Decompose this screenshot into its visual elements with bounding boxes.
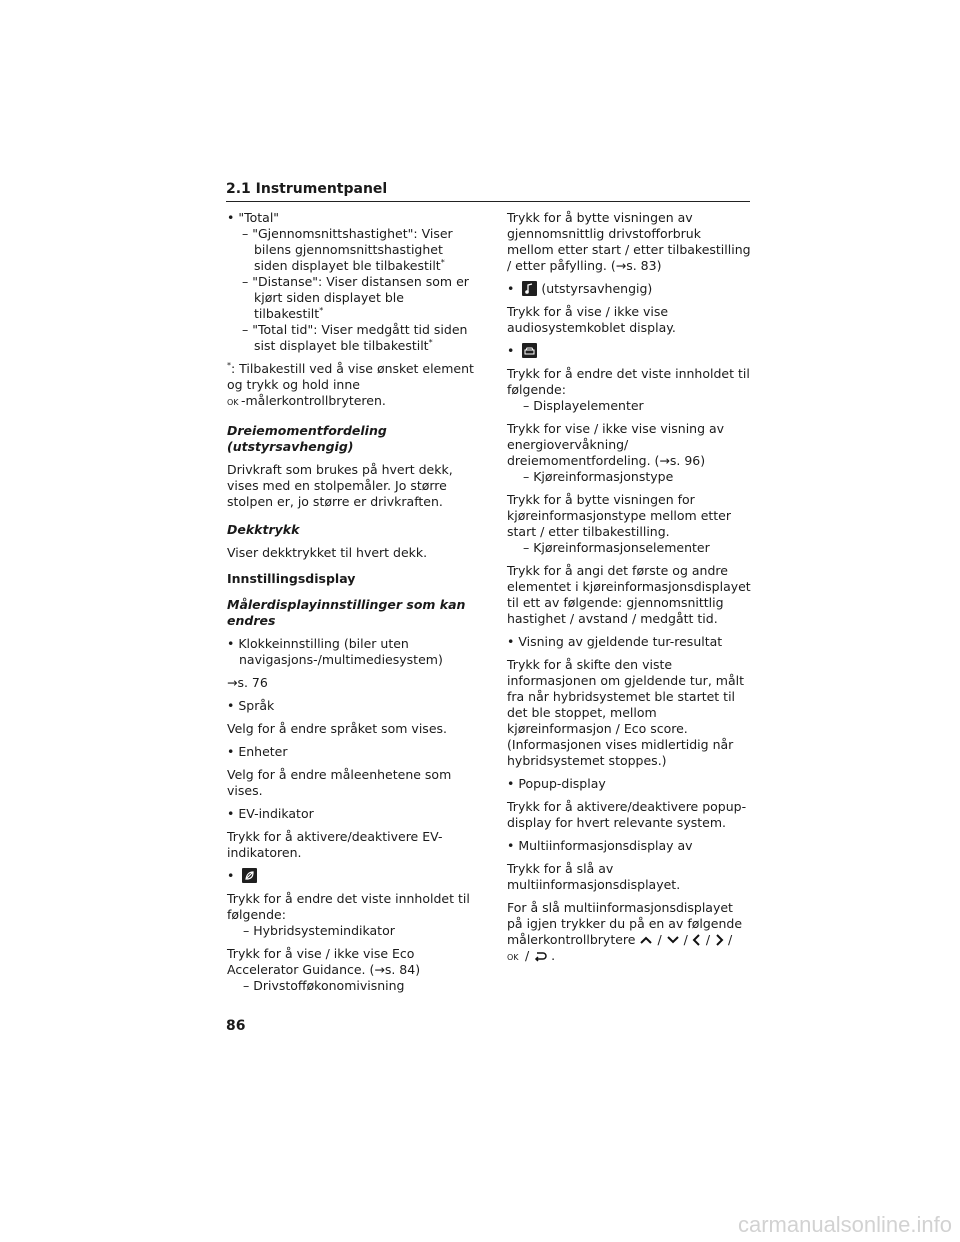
bullet-multi: • Multiinformasjonsdisplay av	[507, 838, 693, 853]
music-note-icon	[522, 281, 537, 296]
car-info-icon	[522, 343, 537, 358]
bullet-popup: • Popup-display	[507, 776, 606, 791]
para-change-1: Trykk for å endre det viste innholdet til følgende:	[227, 891, 470, 922]
bullet-leaf: •	[227, 868, 475, 884]
ok-icon: OK	[227, 398, 239, 407]
para-units: Velg for å endre måleenhetene som vises.	[227, 767, 452, 798]
bullet-language: • Språk	[227, 698, 275, 713]
section-title: 2.1 Instrumentpanel	[226, 181, 388, 197]
ref-page-76: →s. 76	[227, 675, 268, 690]
para-energy: Trykk for vise / ikke vise visning av energiovervåkning/ dreiemomentfordeling. (→s. 96)	[507, 421, 725, 468]
bullet-total: • "Total"	[227, 210, 280, 225]
watermark: carmanualsonline.info	[737, 1212, 952, 1237]
dash-drive-type: – Kjøreinformasjonstype	[523, 469, 674, 484]
back-icon	[533, 950, 547, 962]
heading-settings: Innstillingsdisplay	[227, 571, 356, 586]
heading-tire: Dekktrykk	[227, 522, 300, 537]
dash-fuel: – Drivstofføkonomivisning	[243, 978, 405, 993]
para-switch-view: Trykk for å bytte visningen av gjennomsnittlig drivstofforbruk mellom etter start / etter tilbakestilling / etter påfylling. (→s. 83)	[507, 210, 751, 273]
reset-note: *: Tilbakestill ved å vise ønsket element og trykk og hold inne OK -målerkontrollbryteren.	[227, 361, 475, 411]
dash-avg-speed: – "Gjennomsnittshastighet": Viser bilens gjennomsnittshastighet siden displayet ble tilbakestilt*	[242, 226, 453, 273]
heading-gauge-settings: Målerdisplayinnstillinger som kan endres	[227, 597, 466, 628]
bullet-trip: • Visning av gjeldende tur-resultat	[507, 634, 723, 649]
para-trip: Trykk for å skifte den viste informasjonen om gjeldende tur, målt fra når hybridsystemet ble startet til det ble stoppet, mellom kjøreinformasjon / Eco score. (Informasjonen vises midlertidig når hybridsystemet stoppes.)	[507, 657, 744, 768]
dash-distance: – "Distanse": Viser distansen som er kjørt siden displayet ble tilbakestilt*	[242, 274, 469, 321]
para-torque: Drivkraft som brukes på hvert dekk, vises med en stolpemåler. Jo større stolpen er, jo større er drivkraften.	[227, 462, 453, 509]
para-change-2: Trykk for å endre det viste innholdet til følgende:	[507, 366, 750, 397]
chevron-down-icon	[666, 934, 680, 946]
dash-drive-items: – Kjøreinformasjonselementer	[523, 540, 710, 555]
para-drive-type: Trykk for å bytte visningen for kjøreinformasjonstype mellom etter start / etter tilbakestilling.	[507, 492, 732, 539]
para-multi: Trykk for å slå av multiinformasjonsdisplayet.	[507, 861, 681, 892]
heading-torque: Dreiemomentfordeling (utstyrsavhengig)	[227, 423, 387, 454]
chevron-right-icon	[714, 934, 724, 946]
chevron-left-icon	[692, 934, 702, 946]
bullet-clock: • Klokkeinnstilling (biler uten navigasjons-/multimediesystem)	[227, 636, 443, 667]
para-popup: Trykk for å aktivere/deaktivere popup-display for hvert relevante system.	[507, 799, 747, 830]
page-number: 86	[226, 1018, 246, 1034]
para-tire: Viser dekktrykket til hvert dekk.	[227, 545, 428, 560]
bullet-car: •	[507, 343, 751, 359]
para-language: Velg for å endre språket som vises.	[227, 721, 447, 736]
dash-hybrid: – Hybridsystemindikator	[243, 923, 395, 938]
para-audio: Trykk for å vise / ikke vise audiosystemkoblet display.	[507, 304, 676, 335]
right-column	[507, 210, 751, 973]
para-drive-items: Trykk for å angi det første og andre elementet i kjøreinformasjonsdisplayet til ett av følgende: gjennomsnittlig hastighet / avstand / medgått tid.	[507, 563, 751, 626]
para-turn-on: For å slå multiinformasjonsdisplayet på igjen trykker du på en av følgende målerkontrollbrytere / / / / OK / .	[507, 900, 751, 966]
ok-icon: OK	[507, 953, 519, 962]
dash-total-time: – "Total tid": Viser medgått tid siden sist displayet ble tilbakestilt*	[242, 322, 468, 353]
bullet-ev: • EV-indikator	[227, 806, 314, 821]
chevron-up-icon	[639, 934, 653, 946]
eco-leaf-icon	[242, 868, 257, 883]
para-eco: Trykk for å vise / ikke vise Eco Accelerator Guidance. (→s. 84)	[227, 946, 421, 977]
bullet-music: • (utstyrsavhengig)	[507, 281, 653, 296]
para-ev: Trykk for å aktivere/deaktivere EV-indikatoren.	[227, 829, 443, 860]
section-header	[226, 178, 750, 202]
left-column	[227, 210, 475, 1001]
dash-display-items: – Displayelementer	[523, 398, 644, 413]
bullet-units: • Enheter	[227, 744, 288, 759]
